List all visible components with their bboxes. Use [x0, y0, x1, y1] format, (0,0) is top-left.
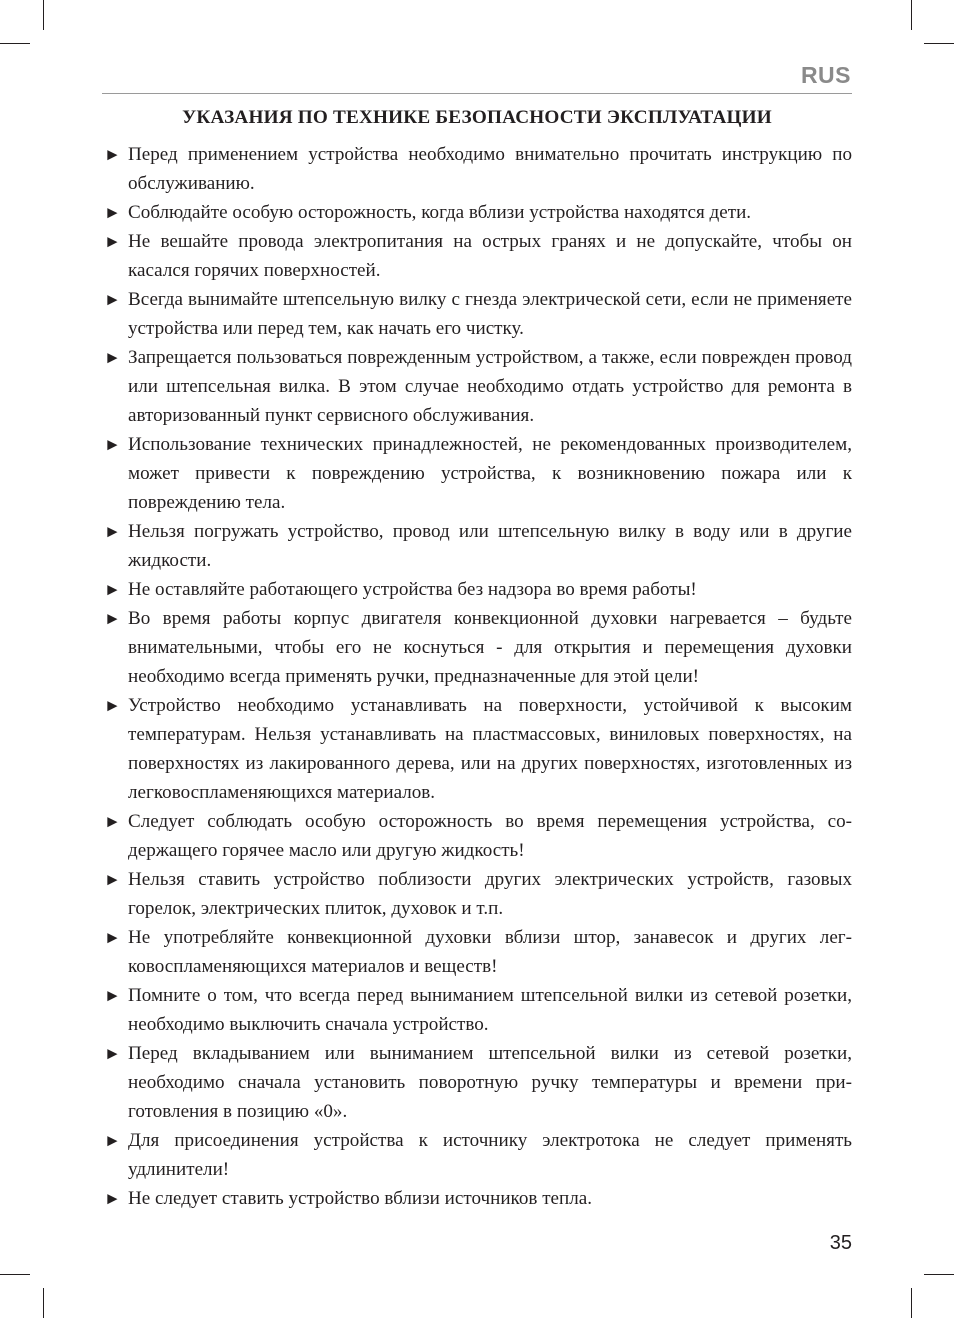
- list-item-text: Нельзя ставить устройство поблизости других электрических устройств, газовых горелок, электрических плиток, духовок и т.п.: [128, 869, 852, 919]
- bullet-arrow-icon: ►: [104, 522, 121, 541]
- list-item-text: Помните о том, что всегда перед выниманием штепсельной вилки из сетевой розетки, необходимо выключить сначала устройство.: [128, 985, 852, 1035]
- bullet-arrow-icon: ►: [104, 232, 121, 251]
- list-item-text: Перед применением устройства необходимо внимательно прочитать инструкцию по обслуживанию.: [128, 144, 852, 194]
- bullet-arrow-icon: ►: [104, 609, 121, 628]
- list-item-text: Не следует ставить устройство вблизи источников тепла.: [128, 1188, 593, 1209]
- list-item: [104, 140, 852, 198]
- bullet-arrow-icon: ►: [104, 145, 121, 164]
- list-item-text: Перед вкладыванием или выниманием штепсельной вилки из сетевой розетки, необходимо сначала установить поворотную ручку температуры и времени приготовления в позицию «0».: [128, 1043, 852, 1122]
- crop-mark: [911, 0, 912, 30]
- list-item: [104, 1126, 852, 1184]
- page-number: 35: [829, 1232, 852, 1254]
- bullet-arrow-icon: ►: [104, 580, 121, 599]
- list-item-text: Во время работы корпус двигателя конвекционной духовки нагревается – будьте внимательными, чтобы его не коснуться - для открытия и перемещения духовки необходимо всегда применять ручки, предназначенные для этой цели!: [128, 608, 852, 687]
- crop-mark: [43, 0, 44, 30]
- bullet-arrow-icon: ►: [104, 435, 121, 454]
- bullet-arrow-icon: ►: [104, 348, 121, 367]
- bullet-arrow-icon: ►: [104, 696, 121, 715]
- list-item: [104, 807, 852, 865]
- list-item: [104, 575, 852, 604]
- list-item-text: Для присоединения устройства к источнику электротока не следует применять удлинители!: [128, 1130, 852, 1180]
- bullet-arrow-icon: ►: [104, 290, 121, 309]
- bullet-arrow-icon: ►: [104, 870, 121, 889]
- list-item-text: Нельзя погружать устройство, провод или штепсельную вилку в воду или в другие жидкости.: [128, 521, 852, 571]
- list-item-text: Следует соблюдать особую осторожность во время перемещения устройства, содержащего горячее масло или другую жидкость!: [128, 811, 852, 861]
- header-divider: [102, 93, 852, 94]
- list-item-text: Всегда вынимайте штепсельную вилку с гнезда электрической сети, если не применяете устройства или перед тем, как начать его чистку.: [128, 289, 852, 339]
- list-item-text: Использование технических принадлежностей, не рекомендованных производителем, может привести к повреждению устройства, к возникновению пожара или к повреждению тела.: [128, 434, 852, 513]
- bullet-arrow-icon: ►: [104, 1189, 121, 1208]
- list-item: [104, 343, 852, 430]
- bullet-arrow-icon: ►: [104, 986, 121, 1005]
- list-item: [104, 865, 852, 923]
- crop-mark: [43, 1288, 44, 1318]
- list-item: [104, 1039, 852, 1126]
- list-item: [104, 227, 852, 285]
- crop-mark: [0, 1274, 30, 1275]
- safety-instructions-list: [104, 140, 852, 1213]
- bullet-arrow-icon: ►: [104, 1044, 121, 1063]
- list-item-text: Не употребляйте конвекционной духовки вблизи штор, занавесок и других легковоспламеняющихся материалов и веществ!: [128, 927, 852, 977]
- list-item: [104, 285, 852, 343]
- section-title: УКАЗАНИЯ ПО ТЕХНИКЕ БЕЗОПАСНОСТИ ЭКСПЛУАТАЦИИ: [182, 107, 772, 128]
- crop-mark: [911, 1288, 912, 1318]
- list-item: [104, 981, 852, 1039]
- list-item-text: Не вешайте провода электропитания на острых гранях и не допускайте, чтобы он касался горячих поверхностей.: [128, 231, 852, 281]
- bullet-arrow-icon: ►: [104, 1131, 121, 1150]
- list-item-text: Соблюдайте особую осторожность, когда вблизи устройства находятся дети.: [128, 202, 752, 223]
- bullet-arrow-icon: ►: [104, 928, 121, 947]
- list-item: [104, 517, 852, 575]
- bullet-arrow-icon: ►: [104, 203, 121, 222]
- list-item-text: Устройство необходимо устанавливать на поверхности, устойчивой к высоким температурам. Нельзя устанавливать на пластмассовых, виниловых поверхностях, на поверхностях из лакированного дерева, или на других поверхностях, изготовленных из легковоспламеняющихся материалов.: [128, 695, 852, 803]
- crop-mark: [924, 43, 954, 44]
- crop-mark: [0, 43, 30, 44]
- list-item: [104, 198, 852, 227]
- language-label: RUS: [800, 62, 851, 88]
- bullet-arrow-icon: ►: [104, 812, 121, 831]
- list-item: [104, 430, 852, 517]
- list-item: [104, 691, 852, 807]
- list-item-text: Запрещается пользоваться поврежденным устройством, а также, если поврежден провод или штепсельная вилка. В этом случае необходимо отдать устройство для ремонта в авторизованный пункт сервисного обслуживания.: [128, 347, 852, 426]
- list-item-text: Не оставляйте работающего устройства без надзора во время работы!: [128, 579, 697, 600]
- list-item: [104, 923, 852, 981]
- list-item: [104, 1184, 852, 1213]
- list-item: [104, 604, 852, 691]
- crop-mark: [924, 1274, 954, 1275]
